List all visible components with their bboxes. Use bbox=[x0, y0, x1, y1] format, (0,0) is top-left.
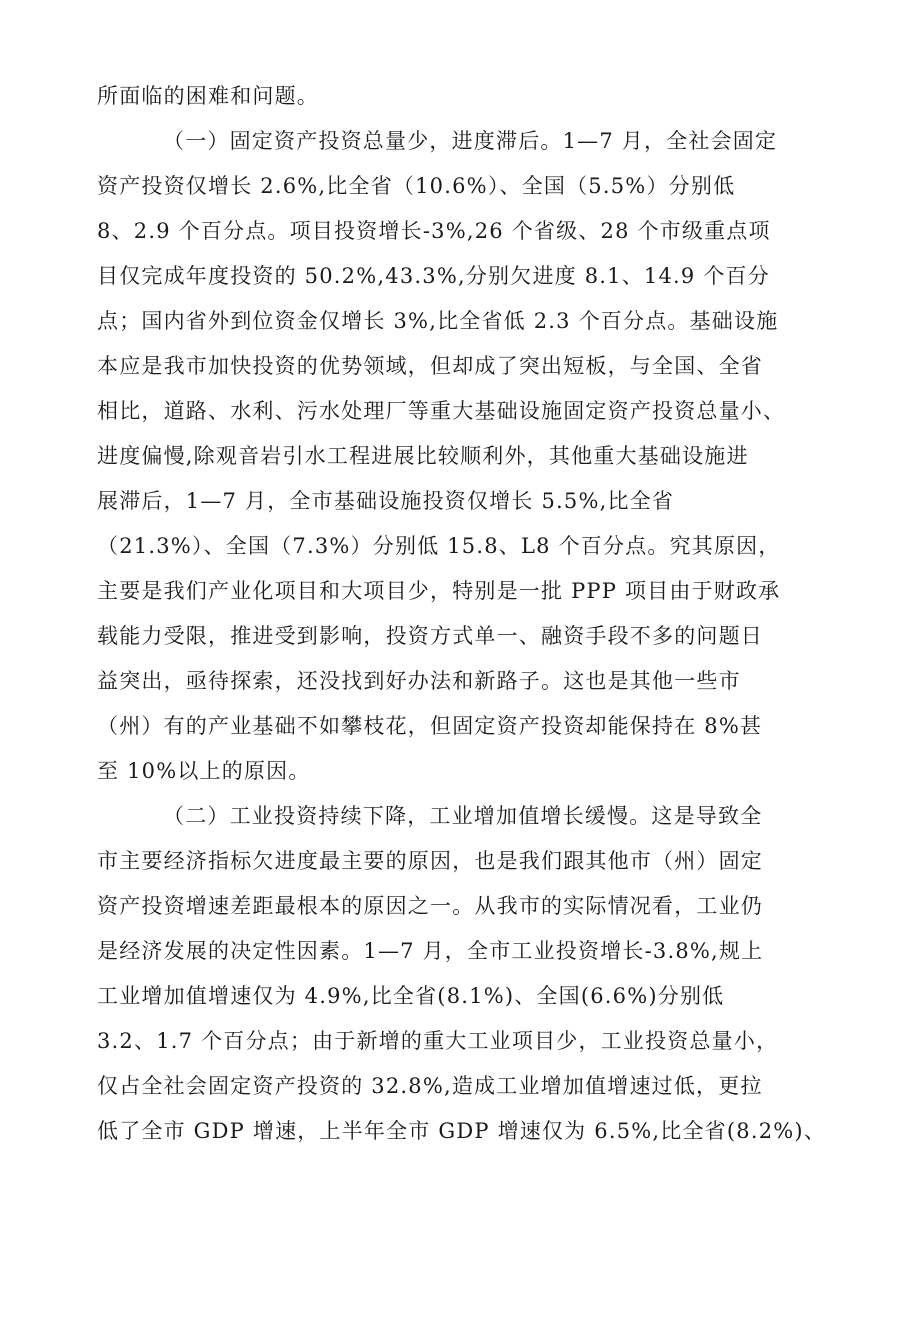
text-line: 主要是我们产业化项目和大项目少，特别是一批 PPP 项目由于财政承 bbox=[97, 579, 781, 603]
paragraph-section-1 bbox=[97, 119, 837, 794]
text-line: 低了全市 GDP 增速，上半年全市 GDP 增速仅为 6.5%,比全省(8.2%)、 bbox=[97, 1119, 827, 1143]
text-line: 展滞后，1—7 月，全市基础设施投资仅增长 5.5%,比全省 bbox=[97, 489, 675, 513]
text-line: 目仅完成年度投资的 50.2%,43.3%,分别欠进度 8.1、14.9 个百分 bbox=[97, 264, 770, 288]
text-line: 市主要经济指标欠进度最主要的原因，也是我们跟其他市（州）固定 bbox=[97, 849, 763, 873]
paragraph-intro-tail bbox=[97, 74, 837, 119]
text-line: 工业增加值增速仅为 4.9%,比全省(8.1%)、全国(6.6%)分别低 bbox=[97, 984, 725, 1008]
text-line: 载能力受限，推进受到影响，投资方式单一、融资手段不多的问题日 bbox=[97, 624, 763, 648]
text-line: （21.3%）、全国（7.3%）分别低 15.8、L8 个百分点。究其原因， bbox=[97, 534, 781, 558]
text-line: （州）有的产业基础不如攀枝花，但固定资产投资却能保持在 8%甚 bbox=[97, 714, 763, 738]
text-line: 至 10%以上的原因。 bbox=[97, 759, 311, 783]
text-line: 仅占全社会固定资产投资的 32.8%,造成工业增加值增速过低，更拉 bbox=[97, 1074, 763, 1098]
document-page bbox=[97, 74, 837, 1154]
section-heading-line: （一）固定资产投资总量少，进度滞后。1—7 月，全社会固定 bbox=[163, 129, 778, 153]
text-line: 资产投资仅增长 2.6%,比全省（10.6%）、全国（5.5%）分别低 bbox=[97, 174, 736, 198]
text-line: 本应是我市加快投资的优势领域，但却成了突出短板，与全国、全省 bbox=[97, 354, 763, 378]
paragraph-section-2 bbox=[97, 794, 837, 1154]
text-line: 是经济发展的决定性因素。1—7 月，全市工业投资增长-3.8%,规上 bbox=[97, 939, 764, 963]
text-line: 所面临的困难和问题。 bbox=[97, 84, 319, 108]
text-line: 相比，道路、水利、污水处理厂等重大基础设施固定资产投资总量小、 bbox=[97, 399, 786, 423]
text-line: 3.2、1.7 个百分点；由于新增的重大工业项目少，工业投资总量小， bbox=[97, 1029, 779, 1053]
text-line: 点；国内省外到位资金仅增长 3%,比全省低 2.3 个百分点。基础设施 bbox=[97, 309, 779, 333]
text-line: 进度偏慢,除观音岩引水工程进展比较顺利外，其他重大基础设施进 bbox=[97, 444, 749, 468]
section-heading-line: （二）工业投资持续下降，工业增加值增长缓慢。这是导致全 bbox=[163, 804, 763, 828]
text-line: 8、2.9 个百分点。项目投资增长-3%,26 个省级、28 个市级重点项 bbox=[97, 219, 771, 243]
text-line: 资产投资增速差距最根本的原因之一。从我市的实际情况看，工业仍 bbox=[97, 894, 763, 918]
text-line: 益突出，亟待探索，还没找到好办法和新路子。这也是其他一些市 bbox=[97, 669, 741, 693]
